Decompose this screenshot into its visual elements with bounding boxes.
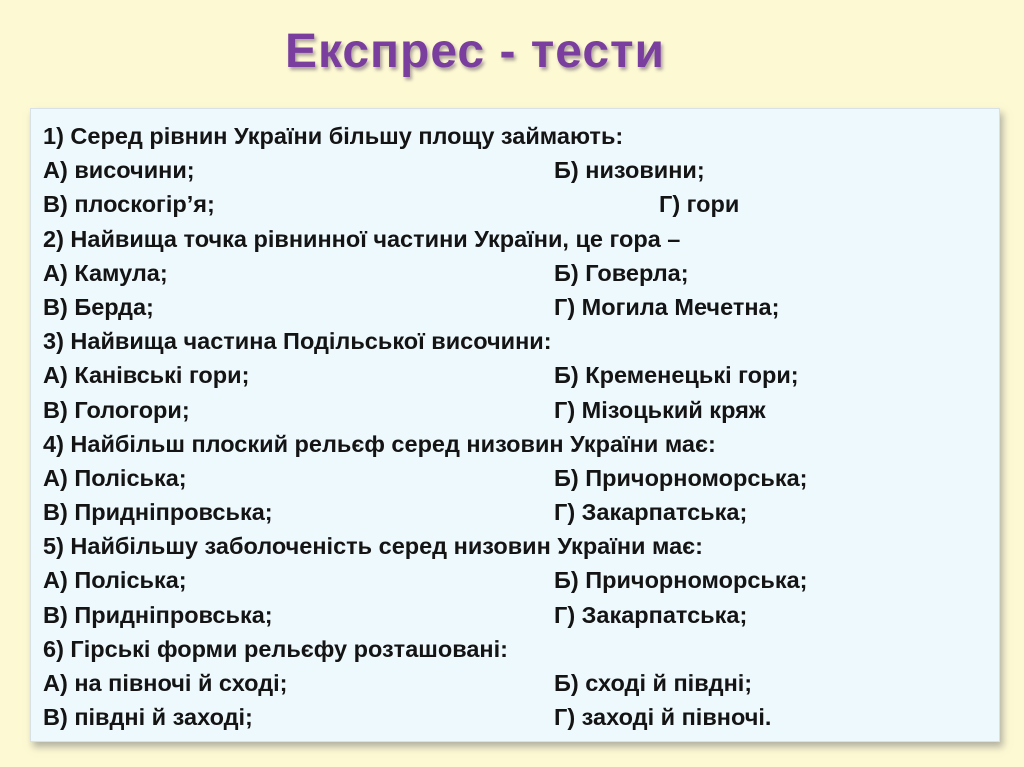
option-row (43, 495, 999, 529)
question-text: 3) Найвища частина Подільської височини: (43, 328, 552, 355)
question-text: 6) Гірські форми рельєфу розташовані: (43, 635, 508, 662)
question-text: 1) Серед рівнин України більшу площу займають: (43, 123, 624, 149)
slide-title: Експрес - тести (284, 25, 666, 78)
option-row (43, 256, 999, 290)
option-v: В) Придніпровська; (43, 499, 273, 526)
question-row (43, 632, 999, 666)
option-row (43, 461, 999, 495)
option-v: В) Придніпровська; (43, 601, 273, 628)
option-b: Б) сході й півдні; (554, 670, 753, 696)
option-v: В) плоскогір’я; (43, 191, 215, 218)
question-text: 4) Найбільш плоский рельєф серед низовин України має: (43, 430, 716, 457)
option-v: В) Берда; (43, 293, 154, 320)
question-row (43, 324, 999, 358)
option-row (43, 563, 999, 597)
option-g: Г) Могила Мечетна; (554, 293, 780, 320)
option-a: А) Канівські гори; (43, 362, 250, 389)
option-g: Г) гори (659, 191, 740, 218)
option-g: Г) заході й півночі. (554, 704, 772, 731)
question-row (43, 529, 999, 563)
option-row (43, 666, 999, 700)
option-v: В) півдні й заході; (43, 704, 253, 731)
option-row (43, 393, 999, 427)
option-g: Г) Закарпатська; (554, 499, 748, 526)
option-b: Б) низовини; (554, 157, 705, 184)
question-text: 5) Найбільшу заболоченість серед низовин України має: (43, 533, 703, 560)
question-row (43, 427, 999, 461)
option-b: Б) Причорноморська; (554, 464, 808, 491)
option-a: А) Камула; (43, 259, 168, 286)
option-b: Б) Говерла; (554, 259, 689, 286)
test-content-box (30, 108, 1000, 742)
option-b: Б) Причорноморська; (554, 567, 808, 594)
option-a: А) Поліська; (43, 567, 187, 594)
option-row (43, 153, 999, 187)
option-row (43, 187, 999, 221)
option-v: В) Гологори; (43, 396, 190, 423)
option-g: Г) Мізоцький кряж (554, 396, 766, 423)
option-row (43, 290, 999, 324)
option-row (43, 358, 999, 392)
option-row (43, 598, 999, 632)
question-text: 2) Найвища точка рівнинної частини України, це гора – (43, 225, 681, 252)
option-b: Б) Кременецькі гори; (554, 362, 799, 389)
option-g: Г) Закарпатська; (554, 601, 748, 628)
option-a: А) височини; (43, 157, 195, 184)
question-row (43, 119, 999, 153)
option-a: А) Поліська; (43, 464, 187, 491)
option-row (43, 700, 999, 734)
option-a: А) на півночі й сході; (43, 670, 288, 696)
question-row (43, 222, 999, 256)
